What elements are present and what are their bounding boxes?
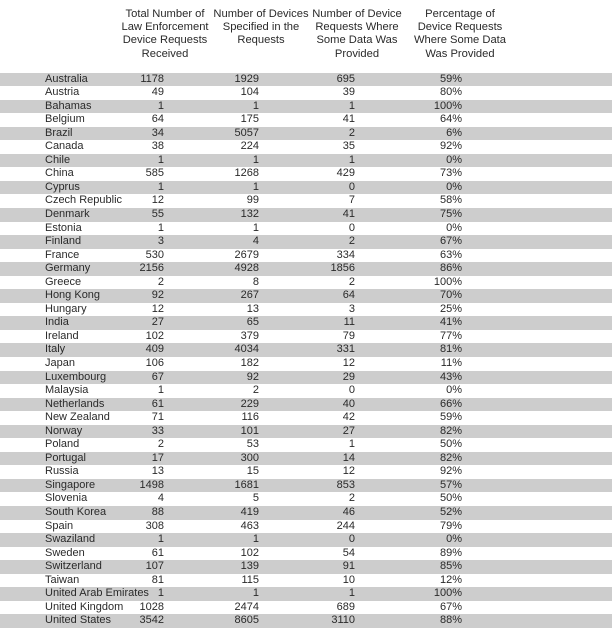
requests-cell: 106 (145, 356, 164, 369)
table-row (0, 235, 612, 249)
requests-cell: 55 (151, 207, 164, 220)
percentage-cell: 82% (439, 451, 462, 464)
devices-cell: 1 (252, 533, 259, 546)
requests-cell: 308 (145, 519, 164, 532)
percentage-cell: 67% (439, 235, 462, 248)
requests-cell: 61 (151, 546, 164, 559)
table-row (0, 452, 612, 466)
requests-cell: 1 (157, 384, 164, 397)
provided-cell: 1 (348, 587, 355, 600)
header-total-requests: Total Number of Law Enforcement Device Requests Received (121, 8, 209, 60)
requests-cell: 92 (151, 289, 164, 302)
devices-cell: 5 (252, 492, 259, 505)
devices-cell: 175 (240, 113, 259, 126)
country-cell: Ireland (45, 329, 79, 342)
percentage-cell: 100% (433, 99, 462, 112)
requests-cell: 34 (151, 126, 164, 139)
percentage-cell: 59% (439, 411, 462, 424)
devices-cell: 4034 (234, 343, 259, 356)
country-cell: Austria (45, 86, 80, 99)
devices-cell: 139 (240, 560, 259, 573)
percentage-cell: 64% (439, 113, 462, 126)
percentage-cell: 92% (439, 465, 462, 478)
country-cell: Germany (45, 262, 91, 275)
percentage-cell: 63% (439, 248, 462, 261)
table-row (0, 506, 612, 520)
provided-cell: 695 (336, 72, 355, 85)
provided-cell: 429 (336, 167, 355, 180)
provided-cell: 0 (348, 180, 355, 193)
table-row (0, 587, 612, 601)
percentage-cell: 70% (439, 289, 462, 302)
percentage-cell: 88% (439, 614, 462, 627)
provided-cell: 35 (342, 140, 355, 153)
devices-cell: 8605 (234, 614, 259, 627)
requests-cell: 81 (151, 573, 164, 586)
table-row (0, 343, 612, 357)
table-row (0, 601, 612, 615)
provided-cell: 79 (342, 329, 355, 342)
table-row (0, 479, 612, 493)
requests-cell: 102 (145, 329, 164, 342)
requests-cell: 1 (157, 221, 164, 234)
country-cell: Italy (45, 343, 66, 356)
provided-cell: 12 (342, 465, 355, 478)
requests-cell: 409 (145, 343, 164, 356)
percentage-cell: 100% (433, 587, 462, 600)
percentage-cell: 25% (439, 302, 462, 315)
table-row (0, 330, 612, 344)
table-row (0, 208, 612, 222)
country-cell: Slovenia (45, 492, 88, 505)
country-cell: New Zealand (45, 411, 110, 424)
table-row (0, 425, 612, 439)
device-requests-table (0, 73, 612, 628)
percentage-cell: 80% (439, 86, 462, 99)
provided-cell: 46 (342, 506, 355, 518)
country-cell: China (45, 167, 74, 180)
percentage-cell: 86% (439, 262, 462, 275)
provided-cell: 41 (342, 113, 355, 126)
devices-cell: 2 (252, 384, 259, 397)
provided-cell: 0 (348, 533, 355, 546)
provided-cell: 1 (348, 99, 355, 112)
table-row (0, 181, 612, 195)
provided-cell: 3110 (331, 614, 355, 627)
percentage-cell: 67% (439, 600, 462, 613)
table-row (0, 492, 612, 506)
requests-cell: 88 (151, 506, 164, 518)
devices-cell: 13 (246, 302, 259, 315)
table-row (0, 127, 612, 141)
devices-cell: 5057 (234, 126, 259, 139)
country-cell: United Arab Emirates (45, 587, 149, 600)
country-cell: Brazil (45, 126, 73, 139)
provided-cell: 27 (342, 424, 355, 437)
country-cell: Spain (45, 519, 74, 532)
percentage-cell: 0% (446, 221, 462, 234)
table-row (0, 398, 612, 412)
header-requests-data-provided: Number of Device Requests Where Some Data Was Provided (312, 8, 402, 60)
country-cell: Malaysia (45, 384, 89, 397)
devices-cell: 2679 (234, 248, 259, 261)
devices-cell: 1681 (234, 478, 259, 491)
table-row (0, 574, 612, 588)
devices-cell: 1 (252, 587, 259, 600)
percentage-cell: 77% (439, 329, 462, 342)
provided-cell: 12 (342, 356, 355, 369)
provided-cell: 853 (336, 478, 355, 491)
devices-cell: 224 (240, 140, 259, 153)
country-cell: Australia (45, 72, 88, 85)
percentage-cell: 81% (439, 343, 462, 356)
country-cell: Sweden (45, 546, 85, 559)
devices-cell: 8 (252, 275, 259, 288)
devices-cell: 53 (246, 438, 259, 451)
table-row (0, 533, 612, 547)
requests-cell: 27 (151, 316, 164, 329)
percentage-cell: 50% (439, 492, 462, 505)
table-row (0, 86, 612, 100)
provided-cell: 1 (348, 153, 355, 166)
devices-cell: 101 (240, 424, 259, 437)
provided-cell: 2 (348, 126, 355, 139)
devices-cell: 267 (240, 289, 259, 302)
provided-cell: 11 (343, 316, 355, 329)
requests-cell: 585 (145, 167, 164, 180)
requests-cell: 530 (145, 248, 164, 261)
percentage-cell: 41% (439, 316, 462, 329)
country-cell: Russia (45, 465, 79, 478)
provided-cell: 1856 (330, 262, 355, 275)
country-cell: Poland (45, 438, 80, 451)
country-cell: Hungary (45, 302, 87, 315)
percentage-cell: 12% (439, 573, 462, 586)
table-row (0, 357, 612, 371)
devices-cell: 65 (246, 316, 259, 329)
devices-cell: 1268 (234, 167, 259, 180)
provided-cell: 3 (348, 302, 355, 315)
requests-cell: 2 (157, 438, 164, 451)
requests-cell: 38 (151, 140, 164, 153)
devices-cell: 182 (240, 356, 259, 369)
provided-cell: 0 (348, 384, 355, 397)
devices-cell: 419 (240, 506, 259, 518)
requests-cell: 1028 (139, 600, 164, 613)
percentage-cell: 50% (439, 438, 462, 451)
devices-cell: 1 (252, 153, 259, 166)
devices-cell: 116 (241, 411, 259, 424)
provided-cell: 91 (342, 560, 355, 573)
country-cell: France (45, 248, 80, 261)
table-row (0, 560, 612, 574)
country-cell: Czech Republic (45, 194, 123, 207)
table-row (0, 465, 612, 479)
devices-cell: 4928 (234, 262, 259, 275)
country-cell: Hong Kong (45, 289, 101, 302)
requests-cell: 12 (151, 302, 164, 315)
requests-cell: 3542 (139, 614, 164, 627)
requests-cell: 1 (157, 180, 164, 193)
table-row (0, 140, 612, 154)
requests-cell: 3 (157, 235, 164, 248)
table-header (0, 8, 612, 70)
country-cell: Canada (45, 140, 84, 153)
requests-cell: 107 (145, 560, 164, 573)
table-row (0, 411, 612, 425)
table-row (0, 316, 612, 330)
requests-cell: 33 (151, 424, 164, 437)
country-cell: Denmark (45, 207, 90, 220)
devices-cell: 1 (252, 99, 259, 112)
devices-cell: 104 (240, 86, 259, 99)
country-cell: South Korea (45, 506, 107, 518)
country-cell: United Kingdom (45, 600, 124, 613)
table-row (0, 371, 612, 385)
devices-cell: 132 (240, 207, 259, 220)
devices-cell: 229 (240, 397, 259, 410)
percentage-cell: 6% (446, 126, 462, 139)
percentage-cell: 57% (439, 478, 462, 491)
provided-cell: 1 (348, 438, 355, 451)
percentage-cell: 52% (439, 506, 462, 518)
header-devices-specified: Number of Devices Specified in the Requests (213, 8, 309, 47)
requests-cell: 49 (151, 86, 164, 99)
country-cell: Swaziland (45, 533, 96, 546)
table-row (0, 520, 612, 534)
country-cell: Norway (45, 424, 83, 437)
table-row (0, 194, 612, 208)
country-cell: Singapore (45, 478, 96, 491)
devices-cell: 463 (240, 519, 259, 532)
percentage-cell: 92% (439, 140, 462, 153)
devices-cell: 4 (252, 235, 259, 248)
provided-cell: 64 (342, 289, 355, 302)
percentage-cell: 0% (446, 180, 462, 193)
provided-cell: 39 (342, 86, 355, 99)
percentage-cell: 100% (433, 275, 462, 288)
country-cell: Belgium (45, 113, 85, 126)
devices-cell: 379 (240, 329, 259, 342)
table-row (0, 154, 612, 168)
provided-cell: 2 (348, 492, 355, 505)
percentage-cell: 89% (439, 546, 462, 559)
provided-cell: 54 (342, 546, 355, 559)
country-cell: Taiwan (45, 573, 80, 586)
percentage-cell: 79% (439, 519, 462, 532)
table-row (0, 262, 612, 276)
requests-cell: 61 (151, 397, 164, 410)
country-cell: Switzerland (45, 560, 102, 573)
provided-cell: 0 (348, 221, 355, 234)
requests-cell: 64 (151, 113, 164, 126)
percentage-cell: 66% (439, 397, 462, 410)
requests-cell: 2 (157, 275, 164, 288)
country-cell: United States (45, 614, 112, 627)
provided-cell: 14 (342, 451, 355, 464)
devices-cell: 99 (246, 194, 259, 207)
table-row (0, 289, 612, 303)
percentage-cell: 0% (446, 384, 462, 397)
percentage-cell: 82% (439, 424, 462, 437)
requests-cell: 67 (151, 370, 164, 383)
provided-cell: 689 (336, 600, 355, 613)
table-row (0, 303, 612, 317)
requests-cell: 4 (157, 492, 164, 505)
table-row (0, 167, 612, 181)
table-row (0, 100, 612, 114)
table-row (0, 249, 612, 263)
percentage-cell: 85% (439, 560, 462, 573)
country-cell: Greece (45, 275, 82, 288)
requests-cell: 71 (151, 411, 164, 424)
percentage-cell: 75% (439, 207, 462, 220)
country-cell: Portugal (45, 451, 86, 464)
table-row (0, 222, 612, 236)
requests-cell: 1 (157, 99, 164, 112)
provided-cell: 2 (348, 275, 355, 288)
country-cell: Bahamas (45, 99, 92, 112)
country-cell: Luxembourg (45, 370, 107, 383)
percentage-cell: 0% (446, 153, 462, 166)
provided-cell: 244 (336, 519, 355, 532)
provided-cell: 40 (342, 397, 355, 410)
devices-cell: 300 (240, 451, 259, 464)
provided-cell: 41 (342, 207, 355, 220)
devices-cell: 2474 (234, 600, 259, 613)
table-row (0, 113, 612, 127)
devices-cell: 102 (240, 546, 259, 559)
country-cell: Cyprus (45, 180, 80, 193)
requests-cell: 1 (157, 153, 164, 166)
provided-cell: 42 (342, 411, 355, 424)
percentage-cell: 11% (440, 356, 462, 369)
requests-cell: 2156 (139, 262, 164, 275)
table-row (0, 384, 612, 398)
percentage-cell: 73% (439, 167, 462, 180)
devices-cell: 1 (252, 180, 259, 193)
percentage-cell: 43% (439, 370, 462, 383)
provided-cell: 331 (336, 343, 355, 356)
country-cell: Netherlands (45, 397, 105, 410)
requests-cell: 13 (151, 465, 164, 478)
provided-cell: 29 (342, 370, 355, 383)
provided-cell: 334 (336, 248, 355, 261)
requests-cell: 1178 (140, 72, 164, 85)
country-cell: Finland (45, 235, 82, 248)
devices-cell: 1 (252, 221, 259, 234)
requests-cell: 1 (157, 587, 164, 600)
country-cell: Estonia (45, 221, 82, 234)
requests-cell: 12 (151, 194, 164, 207)
provided-cell: 2 (348, 235, 355, 248)
requests-cell: 17 (151, 451, 164, 464)
country-cell: Chile (45, 153, 71, 166)
table-row (0, 547, 612, 561)
percentage-cell: 0% (446, 533, 462, 546)
percentage-cell: 59% (439, 72, 462, 85)
devices-cell: 15 (246, 465, 259, 478)
devices-cell: 1929 (234, 72, 259, 85)
header-percentage-data-provided: Percentage of Device Requests Where Some Data Was Provided (413, 8, 507, 60)
country-cell: India (45, 316, 69, 329)
devices-cell: 115 (241, 573, 259, 586)
table-row (0, 614, 612, 628)
table-row (0, 438, 612, 452)
table-row (0, 73, 612, 87)
table-row (0, 276, 612, 290)
percentage-cell: 58% (439, 194, 462, 207)
devices-cell: 92 (246, 370, 259, 383)
requests-cell: 1 (157, 533, 164, 546)
provided-cell: 10 (342, 573, 355, 586)
requests-cell: 1498 (139, 478, 164, 491)
provided-cell: 7 (348, 194, 355, 207)
country-cell: Japan (45, 356, 75, 369)
